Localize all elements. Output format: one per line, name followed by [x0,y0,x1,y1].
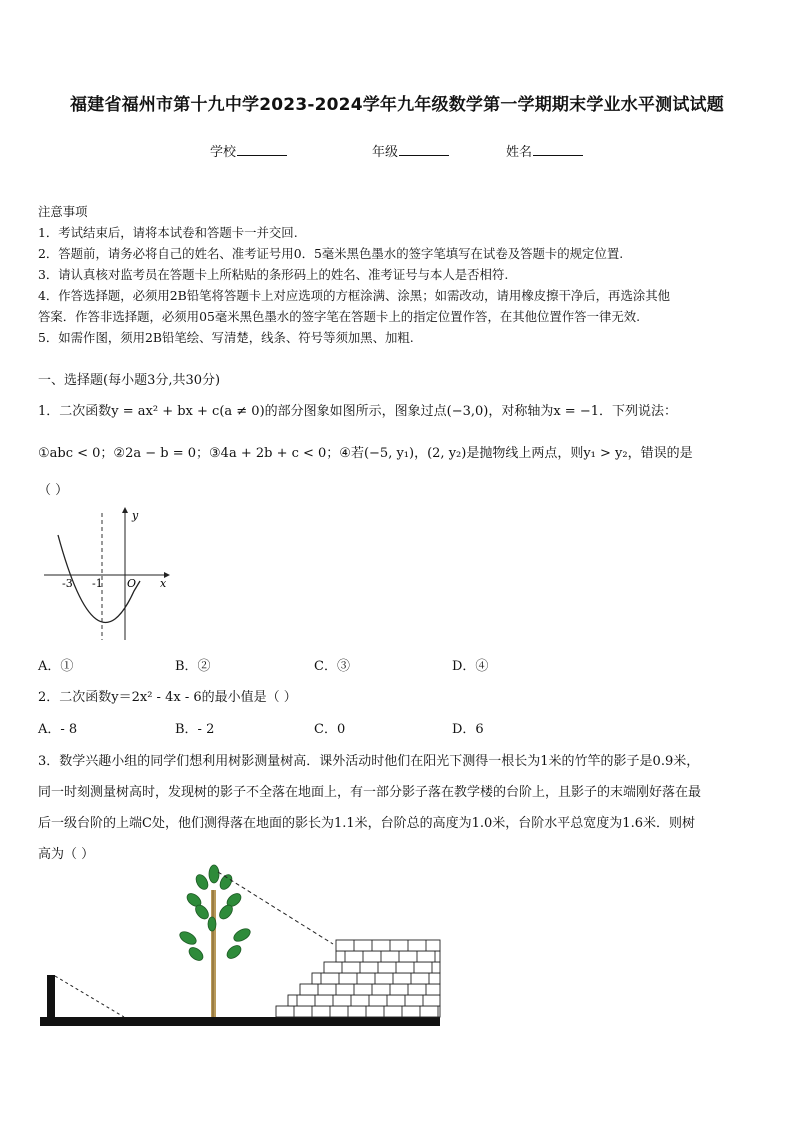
y-axis-label: y [132,509,139,522]
notice-item-3: 3．请认真核对监考员在答题卡上所粘贴的条形码上的姓名、准考证号与本人是否相符. [38,267,509,282]
q1-stem-line2: ①abc < 0；②2a − b = 0；③4a + 2b + c < 0；④若(−5, y₁)，(2, y₂)是抛物线上两点，则y₁ > y₂，错误的是 [38,446,693,461]
tick-neg1: -1 [92,577,103,590]
school-blank [237,143,287,156]
stair-row [336,951,440,962]
grade-blank [399,143,449,156]
q2-stem: 2．二次函数y＝2x² - 4x - 6的最小值是（ ） [38,690,297,705]
stair-row [324,962,440,973]
stair-row [300,984,440,995]
notice-item-4: 4．作答选择题，必须用2B铅笔将答题卡上对应选项的方框涂满、涂黑；如需改动，请用橡皮擦干净后，再选涂其他 [38,288,671,303]
q3-stem-line2: 同一时刻测量树高时，发现树的影子不全落在地面上，有一部分影子落在教学楼的台阶上，且影子的末端刚好落在最 [38,785,702,800]
q1-option-a: A．① [38,659,74,674]
q3-stem-line4: 高为（ ） [38,847,95,862]
q1-stem-line1: 1．二次函数y = ax² + bx + c(a ≠ 0)的部分图象如图所示，图象过点(−3,0)，对称轴为x = −1．下列说法： [38,404,677,419]
q2-option-d: D．6 [452,722,484,737]
stair-row [288,995,440,1006]
notice-heading: 注意事项 [38,204,88,219]
page-title: 福建省福州市第十九中学2023-2024学年九年级数学第一学期期末学业水平测试试题 [70,95,724,115]
brick-staircase [276,940,440,1017]
name-label: 姓名 [506,145,533,160]
grade-label: 年级 [372,145,399,160]
q2-option-c: C．0 [314,722,346,737]
notice-item-2: 2．答题前，请务必将自己的姓名、准考证号用0．5毫米黑色墨水的签字笔填写在试卷及答题卡的规定位置. [38,246,624,261]
x-axis-label: x [160,577,167,590]
name-blank [533,143,583,156]
q1-stem-line3: （ ） [38,483,69,498]
q3-stem-line3: 后一级台阶的上端C处，他们测得落在地面的影长为1.1米，台阶总的高度为1.0米，台阶水平总宽度为1.6米．则树 [38,816,695,831]
tick-neg3: -3 [62,577,73,590]
q1-option-b: B．② [175,659,211,674]
q1-option-d: D．④ [452,659,489,674]
school-label: 学校 [210,145,237,160]
grade-field [372,141,449,160]
notice-item-5: 5．如需作图，须用2B铅笔绘、写清楚，线条、符号等须加黑、加粗. [38,330,414,345]
bamboo-pole [47,975,55,1017]
notice-item-4-cont: 答案．作答非选择题，必须用05毫米黑色墨水的签字笔在答题卡上的指定位置作答，在其他位置作答一律无效. [38,309,641,324]
ground [40,1017,440,1026]
name-field [506,141,583,160]
stair-row [312,973,440,984]
notice-item-1: 1．考试结束后，请将本试卷和答题卡一并交回. [38,225,298,240]
tree-shadow-ray [218,872,333,944]
y-axis-arrow-icon [122,507,128,513]
school-field [210,141,287,160]
q3-tree-shadow-figure [36,860,446,1035]
q2-option-a: A．- 8 [38,722,78,737]
q1-option-c: C．③ [314,659,350,674]
origin-label: O [127,577,137,590]
q3-stem-line1: 3．数学兴趣小组的同学们想利用树影测量树高．课外活动时他们在阳光下测得一根长为1米的竹竿的影子是0.9米， [38,754,700,769]
q2-option-b: B．- 2 [175,722,215,737]
stair-row [336,940,440,951]
stair-row [276,1006,440,1017]
pole-shadow-ray [55,976,124,1017]
q1-parabola-graph [36,505,176,645]
section-heading: 一、选择题(每小题3分,共30分) [38,373,221,388]
